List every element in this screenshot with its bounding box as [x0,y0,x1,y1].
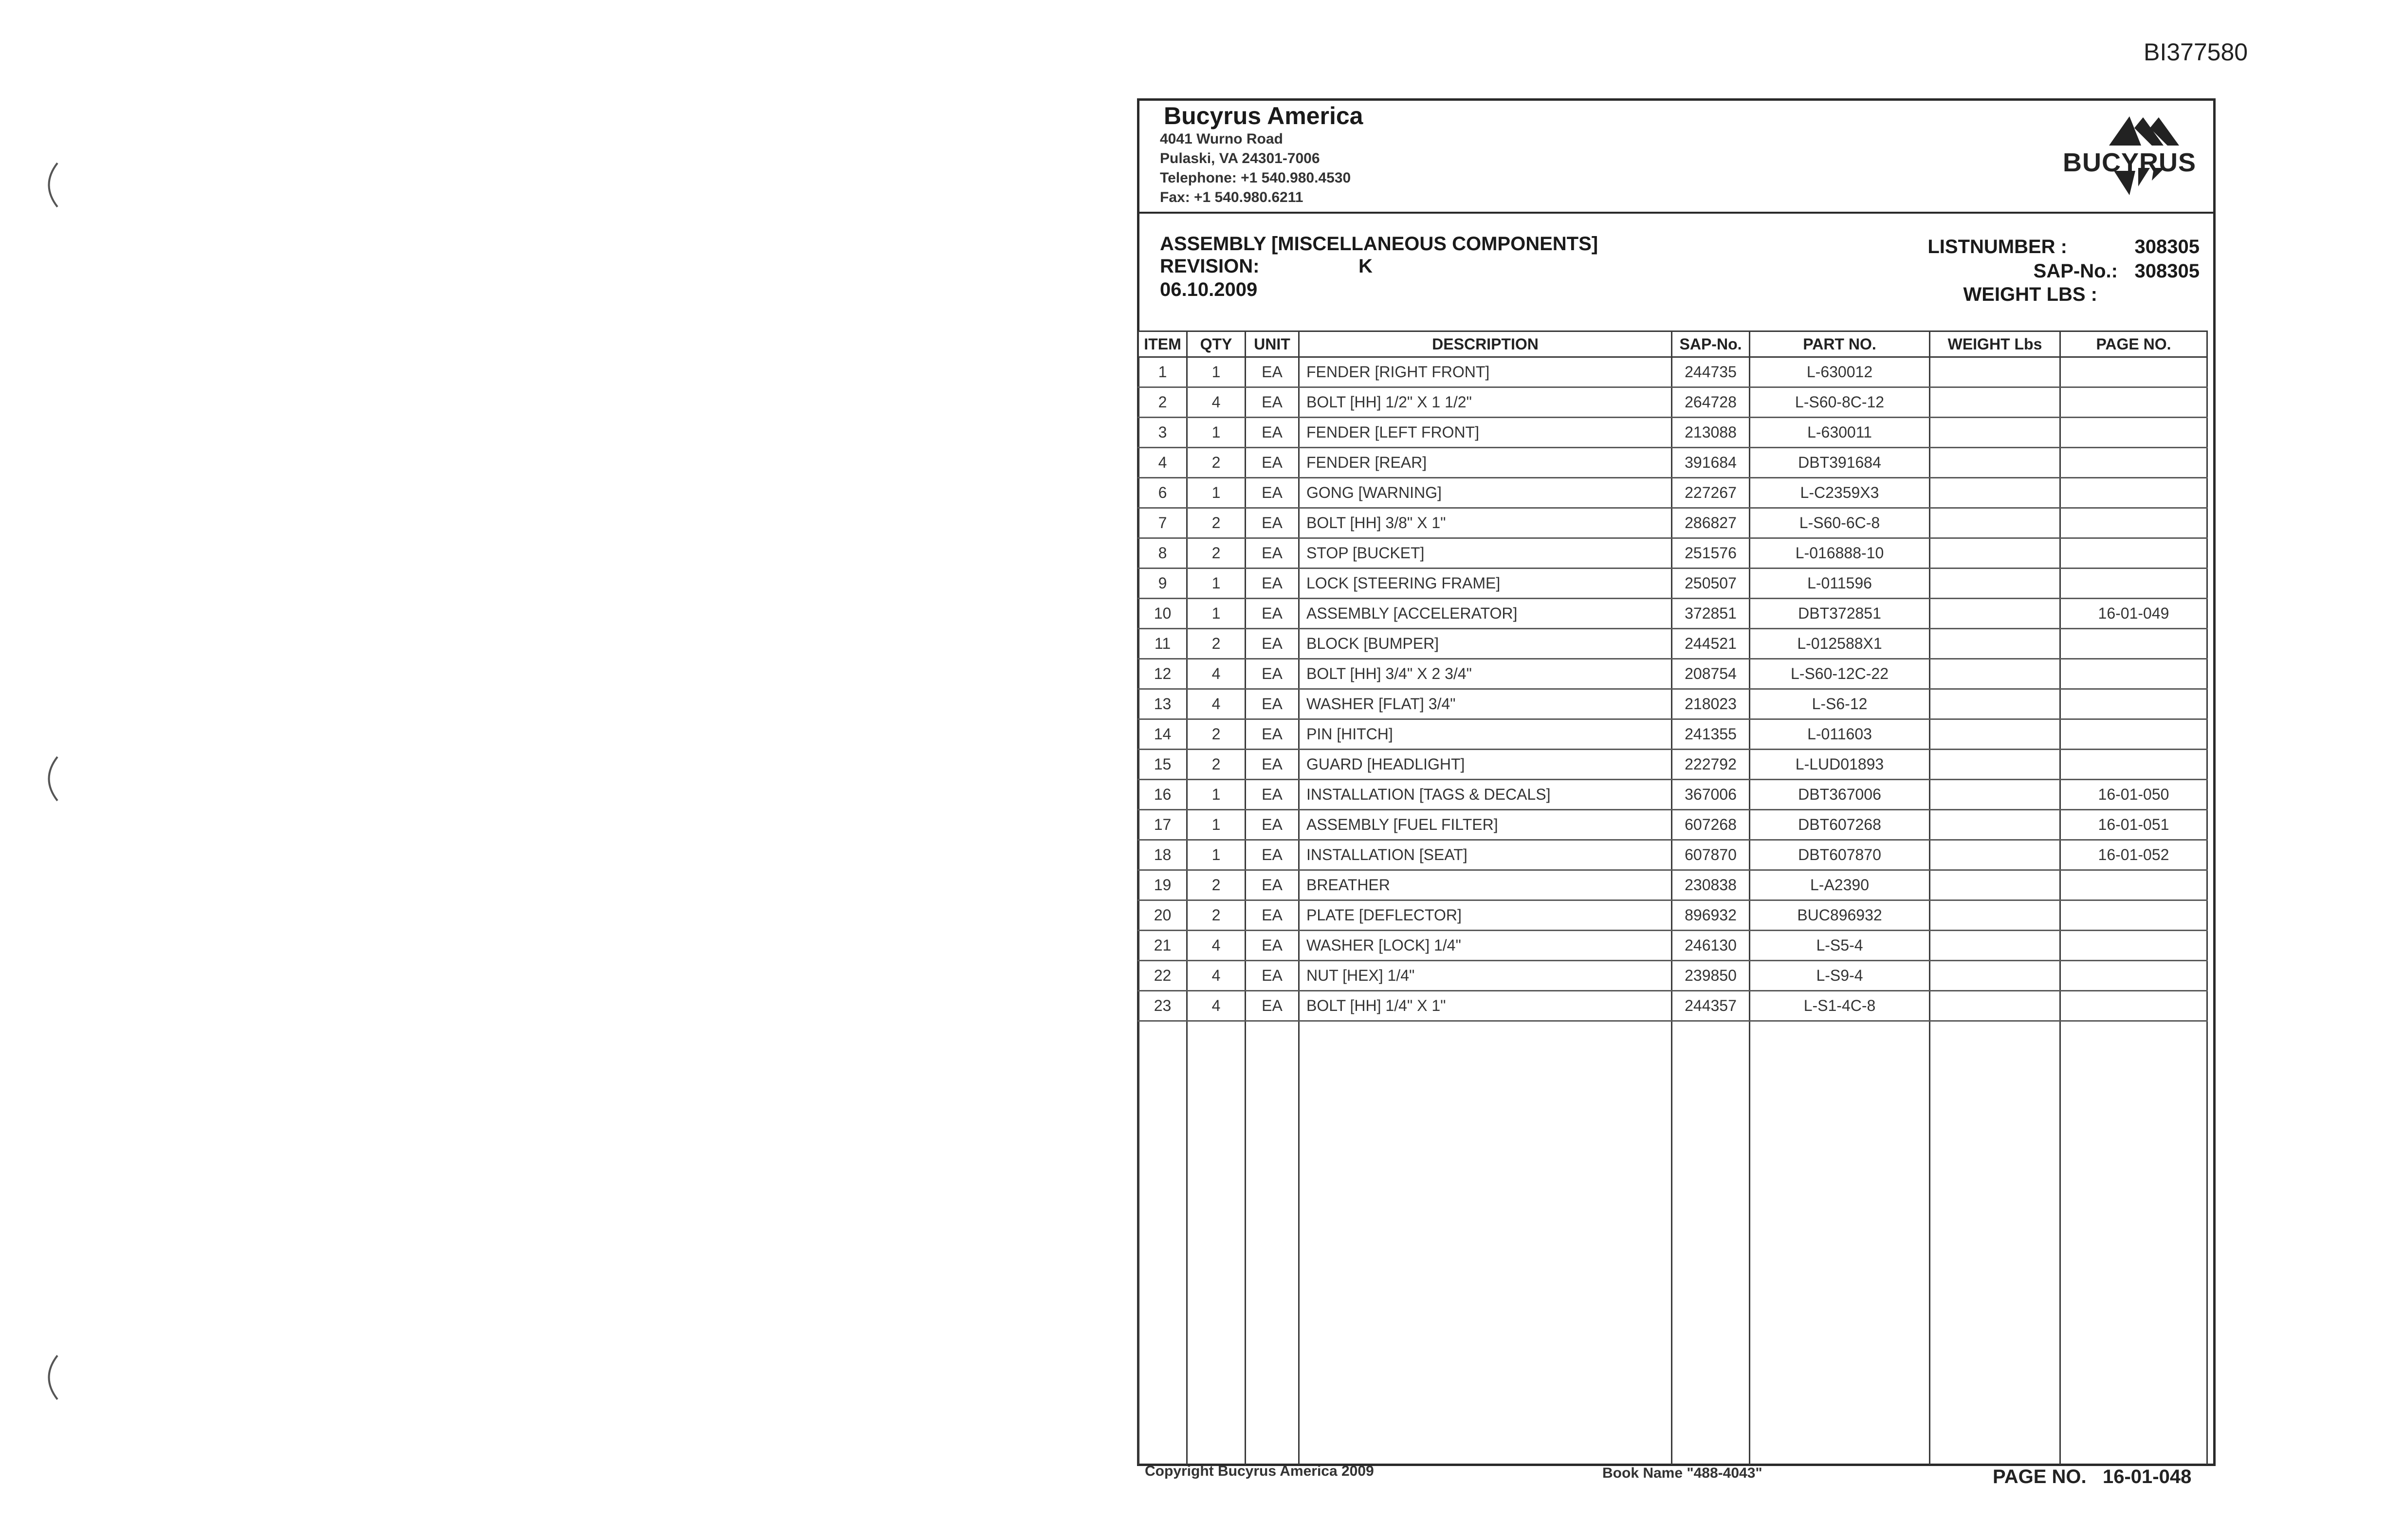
cell-qty: 2 [1187,508,1246,538]
empty-cell [1750,1021,1930,1465]
cell-page [2060,931,2207,961]
cell-qty: 2 [1187,870,1246,900]
cell-sap: 607870 [1672,840,1750,870]
cell-page [2060,568,2207,599]
cell-weight [1930,448,2060,478]
punch-hole-icon [38,754,67,803]
cell-part: L-630012 [1750,357,1930,387]
cell-weight [1930,991,2060,1021]
cell-part: L-S6-12 [1750,689,1930,719]
cell-page [2060,448,2207,478]
cell-qty: 1 [1187,418,1246,448]
table-row [1138,931,2207,961]
cell-weight [1930,810,2060,840]
cell-unit: EA [1246,629,1299,659]
cell-item: 6 [1138,478,1187,508]
cell-item: 12 [1138,659,1187,689]
cell-item: 19 [1138,870,1187,900]
col-header-description: DESCRIPTION [1299,331,1672,357]
cell-description: BOLT [HH] 3/8" X 1" [1299,508,1672,538]
table-row [1138,961,2207,991]
cell-item: 14 [1138,719,1187,750]
cell-part: L-LUD01893 [1750,750,1930,780]
table-row [1138,508,2207,538]
cell-qty: 2 [1187,719,1246,750]
cell-weight [1930,387,2060,418]
col-header-qty: QTY [1187,331,1246,357]
cell-weight [1930,538,2060,568]
cell-sap: 250507 [1672,568,1750,599]
cell-qty: 2 [1187,750,1246,780]
cell-unit: EA [1246,810,1299,840]
punch-hole-icon [38,1353,67,1402]
table-row [1138,900,2207,931]
cell-part: L-012588X1 [1750,629,1930,659]
table-row [1138,418,2207,448]
cell-sap: 372851 [1672,599,1750,629]
cell-unit: EA [1246,870,1299,900]
table-row [1138,448,2207,478]
cell-sap: 222792 [1672,750,1750,780]
cell-page [2060,478,2207,508]
assembly-title: ASSEMBLY [MISCELLANEOUS COMPONENTS] [1160,233,1598,255]
sap-label: SAP-No.: [2033,260,2118,282]
cell-item: 4 [1138,448,1187,478]
cell-qty: 4 [1187,659,1246,689]
cell-item: 13 [1138,689,1187,719]
empty-cell [1187,1021,1246,1465]
cell-description: WASHER [LOCK] 1/4" [1299,931,1672,961]
cell-part: DBT372851 [1750,599,1930,629]
cell-description: PLATE [DEFLECTOR] [1299,900,1672,931]
cell-part: L-S60-12C-22 [1750,659,1930,689]
cell-item: 16 [1138,780,1187,810]
cell-qty: 1 [1187,599,1246,629]
cell-unit: EA [1246,780,1299,810]
cell-sap: 244735 [1672,357,1750,387]
cell-description: INSTALLATION [TAGS & DECALS] [1299,780,1672,810]
cell-page [2060,357,2207,387]
empty-cell [1299,1021,1672,1465]
cell-item: 9 [1138,568,1187,599]
empty-cell [1246,1021,1299,1465]
assembly-date: 06.10.2009 [1160,279,1258,300]
cell-qty: 4 [1187,689,1246,719]
cell-weight [1930,357,2060,387]
cell-unit: EA [1246,418,1299,448]
cell-qty: 1 [1187,357,1246,387]
table-header-row [1138,331,2207,357]
cell-part: DBT607870 [1750,840,1930,870]
page-number-value: 16-01-048 [2102,1466,2192,1487]
cell-unit: EA [1246,568,1299,599]
cell-qty: 2 [1187,448,1246,478]
cell-weight [1930,659,2060,689]
table-row [1138,689,2207,719]
cell-item: 1 [1138,357,1187,387]
cell-part: L-A2390 [1750,870,1930,900]
col-header-weight: WEIGHT Lbs [1930,331,2060,357]
cell-weight [1930,870,2060,900]
cell-weight [1930,478,2060,508]
cell-part: L-S5-4 [1750,931,1930,961]
cell-qty: 4 [1187,961,1246,991]
book-name: Book Name "488-4043" [1602,1465,1762,1481]
parts-table [1137,330,2208,1465]
sap-value: 308305 [2134,260,2200,282]
address-line: 4041 Wurno Road [1160,131,1283,147]
cell-item: 11 [1138,629,1187,659]
cell-weight [1930,750,2060,780]
cell-part: L-C2359X3 [1750,478,1930,508]
bucyrus-logo [2056,113,2202,201]
cell-description: ASSEMBLY [ACCELERATOR] [1299,599,1672,629]
empty-cell [1930,1021,2060,1465]
cell-description: WASHER [FLAT] 3/4" [1299,689,1672,719]
cell-unit: EA [1246,659,1299,689]
table-row [1138,629,2207,659]
cell-unit: EA [1246,357,1299,387]
cell-description: ASSEMBLY [FUEL FILTER] [1299,810,1672,840]
cell-item: 8 [1138,538,1187,568]
cell-unit: EA [1246,931,1299,961]
address-line: Pulaski, VA 24301-7006 [1160,150,1320,166]
cell-sap: 286827 [1672,508,1750,538]
empty-cell [2060,1021,2207,1465]
cell-qty: 1 [1187,568,1246,599]
cell-page [2060,750,2207,780]
table-row [1138,568,2207,599]
cell-description: PIN [HITCH] [1299,719,1672,750]
cell-qty: 4 [1187,991,1246,1021]
table-row [1138,659,2207,689]
cell-page: 16-01-050 [2060,780,2207,810]
cell-part: L-S9-4 [1750,961,1930,991]
cell-sap: 244357 [1672,991,1750,1021]
fax: Fax: +1 540.980.6211 [1160,189,1303,205]
cell-description: NUT [HEX] 1/4" [1299,961,1672,991]
cell-page [2060,538,2207,568]
listnumber-label: LISTNUMBER : [1927,236,2067,257]
cell-item: 15 [1138,750,1187,780]
cell-sap: 213088 [1672,418,1750,448]
cell-sap: 227267 [1672,478,1750,508]
col-header-part: PART NO. [1750,331,1930,357]
table-row [1138,780,2207,810]
cell-qty: 1 [1187,478,1246,508]
cell-description: FENDER [LEFT FRONT] [1299,418,1672,448]
cell-weight [1930,719,2060,750]
table-row [1138,387,2207,418]
cell-description: BOLT [HH] 3/4" X 2 3/4" [1299,659,1672,689]
table-row [1138,478,2207,508]
cell-description: FENDER [RIGHT FRONT] [1299,357,1672,387]
cell-description: BLOCK [BUMPER] [1299,629,1672,659]
cell-weight [1930,931,2060,961]
weight-label: WEIGHT LBS : [1963,284,2097,305]
cell-sap: 246130 [1672,931,1750,961]
cell-item: 2 [1138,387,1187,418]
cell-weight [1930,599,2060,629]
cell-sap: 367006 [1672,780,1750,810]
cell-weight [1930,629,2060,659]
cell-unit: EA [1246,387,1299,418]
cell-description: GONG [WARNING] [1299,478,1672,508]
cell-page [2060,629,2207,659]
cell-description: BREATHER [1299,870,1672,900]
cell-description: FENDER [REAR] [1299,448,1672,478]
cell-weight [1930,780,2060,810]
cell-weight [1930,508,2060,538]
cell-sap: 239850 [1672,961,1750,991]
cell-item: 3 [1138,418,1187,448]
cell-unit: EA [1246,448,1299,478]
cell-weight [1930,418,2060,448]
cell-sap: 391684 [1672,448,1750,478]
cell-page [2060,659,2207,689]
cell-sap: 251576 [1672,538,1750,568]
cell-part: L-S1-4C-8 [1750,991,1930,1021]
table-row [1138,840,2207,870]
cell-page: 16-01-049 [2060,599,2207,629]
cell-qty: 1 [1187,840,1246,870]
table-row [1138,870,2207,900]
page-number-label: PAGE NO. [1993,1466,2087,1487]
cell-page [2060,961,2207,991]
table-row [1138,599,2207,629]
cell-qty: 1 [1187,780,1246,810]
cell-description: GUARD [HEADLIGHT] [1299,750,1672,780]
cell-item: 22 [1138,961,1187,991]
cell-description: BOLT [HH] 1/2" X 1 1/2" [1299,387,1672,418]
cell-unit: EA [1246,840,1299,870]
cell-item: 18 [1138,840,1187,870]
cell-unit: EA [1246,750,1299,780]
cell-item: 10 [1138,599,1187,629]
cell-part: L-016888-10 [1750,538,1930,568]
company-name: Bucyrus America [1164,102,1363,129]
cell-unit: EA [1246,991,1299,1021]
cell-weight [1930,568,2060,599]
parts-table-body [1138,357,2207,1465]
cell-sap: 264728 [1672,387,1750,418]
cell-page [2060,508,2207,538]
cell-unit: EA [1246,599,1299,629]
cell-item: 7 [1138,508,1187,538]
copyright: Copyright Bucyrus America 2009 [1145,1463,1374,1479]
cell-part: L-S60-8C-12 [1750,387,1930,418]
cell-unit: EA [1246,508,1299,538]
company-header [1139,101,2213,214]
listnumber-value: 308305 [2134,236,2200,257]
table-row [1138,538,2207,568]
cell-page [2060,991,2207,1021]
cell-page [2060,418,2207,448]
empty-cell [1672,1021,1750,1465]
cell-weight [1930,961,2060,991]
cell-description: LOCK [STEERING FRAME] [1299,568,1672,599]
cell-unit: EA [1246,478,1299,508]
cell-weight [1930,689,2060,719]
punch-hole-icon [38,161,67,209]
cell-part: L-630011 [1750,418,1930,448]
cell-sap: 896932 [1672,900,1750,931]
cell-description: STOP [BUCKET] [1299,538,1672,568]
cell-page [2060,689,2207,719]
cell-item: 23 [1138,991,1187,1021]
table-empty-space [1138,1021,2207,1465]
cell-weight [1930,840,2060,870]
cell-sap: 607268 [1672,810,1750,840]
cell-qty: 1 [1187,810,1246,840]
cell-part: DBT607268 [1750,810,1930,840]
col-header-sap: SAP-No. [1672,331,1750,357]
table-row [1138,750,2207,780]
cell-part: L-S60-6C-8 [1750,508,1930,538]
cell-part: DBT391684 [1750,448,1930,478]
cell-unit: EA [1246,689,1299,719]
cell-qty: 4 [1187,931,1246,961]
cell-unit: EA [1246,961,1299,991]
table-row [1138,991,2207,1021]
cell-part: L-011596 [1750,568,1930,599]
table-row [1138,810,2207,840]
cell-page: 16-01-052 [2060,840,2207,870]
cell-page [2060,719,2207,750]
empty-cell [1138,1021,1187,1465]
cell-unit: EA [1246,538,1299,568]
cell-sap: 241355 [1672,719,1750,750]
cell-sap: 230838 [1672,870,1750,900]
cell-part: L-011603 [1750,719,1930,750]
cell-unit: EA [1246,719,1299,750]
cell-description: INSTALLATION [SEAT] [1299,840,1672,870]
table-row [1138,357,2207,387]
cell-item: 20 [1138,900,1187,931]
cell-sap: 208754 [1672,659,1750,689]
cell-qty: 2 [1187,538,1246,568]
cell-sap: 218023 [1672,689,1750,719]
page-number [1993,1466,2191,1488]
cell-page [2060,387,2207,418]
cell-item: 17 [1138,810,1187,840]
cell-item: 21 [1138,931,1187,961]
col-header-page: PAGE NO. [2060,331,2207,357]
col-header-item: ITEM [1138,331,1187,357]
cell-qty: 2 [1187,900,1246,931]
cell-qty: 2 [1187,629,1246,659]
cell-page [2060,900,2207,931]
cell-part: BUC896932 [1750,900,1930,931]
table-row [1138,719,2207,750]
revision-value: K [1358,256,1373,277]
parts-list-sheet [1137,98,2216,1466]
cell-part: DBT367006 [1750,780,1930,810]
document-id: BI377580 [2144,38,2248,66]
revision-label: REVISION: [1160,256,1260,277]
cell-unit: EA [1246,900,1299,931]
cell-qty: 4 [1187,387,1246,418]
cell-description: BOLT [HH] 1/4" X 1" [1299,991,1672,1021]
telephone: Telephone: +1 540.980.4530 [1160,170,1351,186]
logo-wordmark: BUCYRUS [2062,148,2197,177]
col-header-unit: UNIT [1246,331,1299,357]
cell-sap: 244521 [1672,629,1750,659]
cell-page: 16-01-051 [2060,810,2207,840]
cell-weight [1930,900,2060,931]
cell-page [2060,870,2207,900]
